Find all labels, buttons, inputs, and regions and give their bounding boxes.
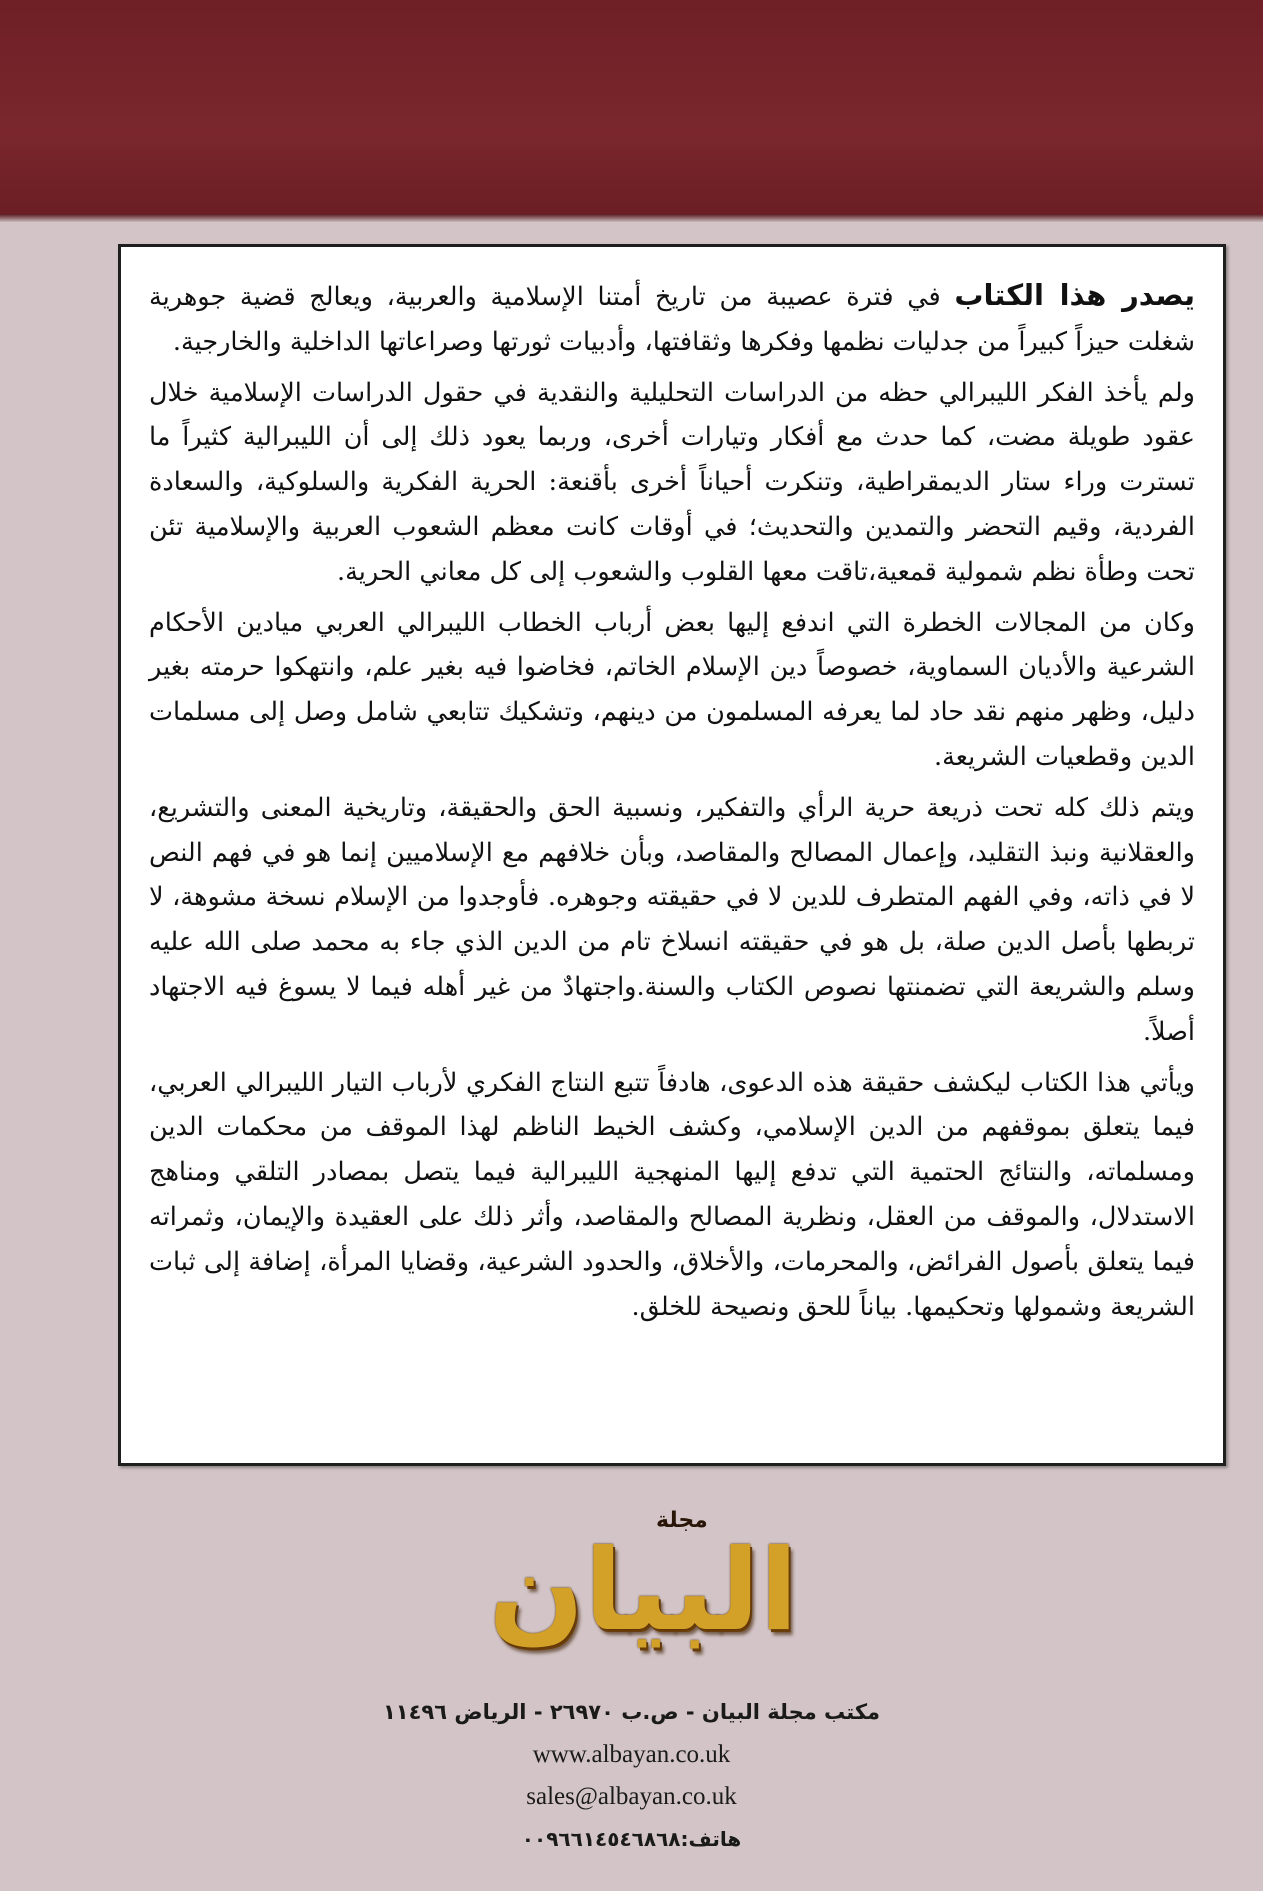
phone-number: هاتف:٠٠٩٦٦١٤٥٤٦٨٦٨: [521, 1827, 742, 1851]
blurb-paragraph-4: ويتم ذلك كله تحت ذريعة حرية الرأي والتفكير، ونسبية الحق والحقيقة، وتاريخية المعنى والتشريع، والعقلانية ونبذ التقليد، وإعمال المصالح والمقاصد، وبأن خلافهم مع الإسلاميين إنما هو في فهم النص لا في ذاته، وفي الفهم المتطرف للدين لا في حقيقته وجوهره. فأوجدوا من الإسلام نسخة مشوهة، لا تربطها بأصل الدين صلة، بل هو في حقيقته انسلاخ تام من الدين الذي جاء به محمد صلى الله عليه وسلم والشريعة التي تضمنتها نصوص الكتاب والسنة.واجتهادٌ من غير أهله فيما لا يسوغ فيه الاجتهاد أصلاً.: [149, 792, 1195, 1047]
website-link[interactable]: www.albayan.co.uk: [532, 1741, 731, 1768]
office-address: مكتب مجلة البيان - ص.ب ٢٦٩٧٠ - الرياض ١١٤٩٦: [382, 1700, 881, 1724]
logo-name: البيان: [488, 1526, 798, 1656]
blurb-text: [149, 273, 1195, 1443]
blurb-lead-phrase: يصدر هذا الكتاب: [954, 278, 1195, 312]
blurb-paragraph-1-rest: في فترة عصيبة من تاريخ أمتنا الإسلامية والعربية، ويعالج قضية جوهرية شغلت حيزاً كبيراً من جدليات نظمها وفكرها وثقافتها، وأدبيات ثورتها وصراعاتها الداخلية والخارجية.: [149, 282, 1195, 357]
blurb-paragraph-3: وكان من المجالات الخطرة التي اندفع إليها بعض أرباب الخطاب الليبرالي العربي ميادين الأحكام الشرعية والأديان السماوية، خصوصاً دين الإسلام الخاتم، فخاضوا فيه بغير علم، وانتهكوا حرمته بغير دليل، وظهر منهم نقد حاد لما يعرفه المسلمون من دينهم، وتشكيك تتابعي شامل وصل إلى مسلمات الدين وقطعيات الشريعة.: [149, 607, 1195, 772]
blurb-paragraph-1: [149, 273, 1195, 365]
albayan-logo: [488, 1478, 808, 1698]
top-color-band: [0, 0, 1263, 218]
email-link[interactable]: sales@albayan.co.uk: [526, 1783, 737, 1810]
band-shadow-edge: [0, 214, 1263, 222]
contact-block: [300, 1690, 963, 1860]
blurb-paragraph-2: ولم يأخذ الفكر الليبرالي حظه من الدراسات التحليلية والنقدية في حقول الدراسات الإسلامية خلال عقود طويلة مضت، كما حدث مع أفكار وتيارات أخرى، وربما يعود ذلك إلى أن الليبرالية كثيراً ما تسترت وراء ستار الديمقراطية، وتنكرت أحياناً أخرى بأقنعة: الحرية الفكرية والسلوكية، والسعادة الفردية، وقيم التحضر والتمدين والتحديث؛ في أوقات كانت معظم الشعوب العربية والإسلامية تئن تحت وطأة نظم شمولية قمعية،تاقت معها القلوب والشعوب إلى كل معاني الحرية.: [149, 377, 1195, 587]
logo-magazine-word: مجلة: [656, 1508, 708, 1533]
blurb-paragraph-5: ويأتي هذا الكتاب ليكشف حقيقة هذه الدعوى، هادفاً تتبع النتاج الفكري لأرباب التيار الليبرالي العربي، فيما يتعلق بموقفهم من الدين الإسلامي، وكشف الخيط الناظم لهذا الموقف من محكمات الدين ومسلماته، والنتائج الحتمية التي تدفع إليها المنهجية الليبرالية فيما يتصل بمصادر التلقي ومناهج الاستدلال، والموقف من العقل، ونظرية المصالح والمقاصد، وأثر ذلك على العقيدة والإيمان، وثمراته فيما يتعلق بأصول الفرائض، والمحرمات، والأخلاق، والحدود الشرعية، وقضايا المرأة، إضافة إلى ثبات الشريعة وشمولها وتحكيمها. بياناً للحق ونصيحة للخلق.: [149, 1067, 1195, 1322]
blurb-frame: [118, 244, 1226, 1466]
